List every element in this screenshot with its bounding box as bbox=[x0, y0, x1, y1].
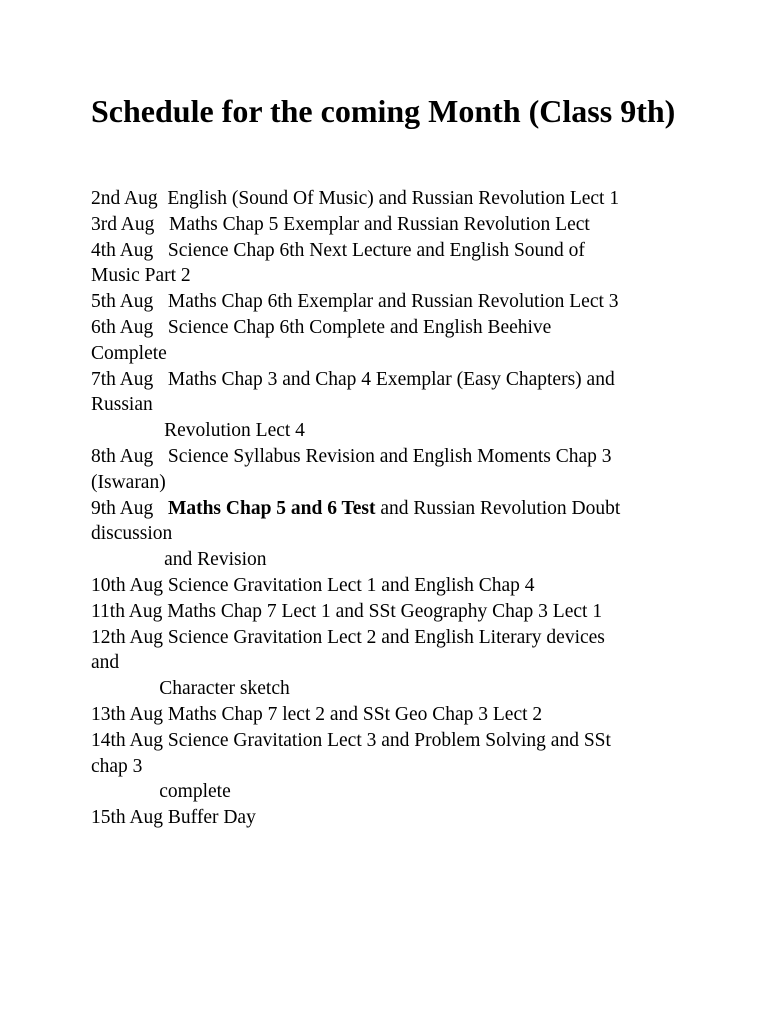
schedule-line: 10th Aug Science Gravitation Lect 1 and English Chap 4 bbox=[91, 574, 535, 596]
schedule-list bbox=[91, 186, 691, 831]
schedule-line: Complete bbox=[91, 342, 167, 364]
schedule-line: 8th Aug Science Syllabus Revision and English Moments Chap 3 bbox=[91, 445, 612, 467]
schedule-line: discussion bbox=[91, 523, 173, 545]
schedule-line: 15th Aug Buffer Day bbox=[91, 807, 256, 829]
document-page bbox=[91, 92, 691, 831]
schedule-line: and bbox=[91, 652, 120, 674]
schedule-line: (Iswaran) bbox=[91, 471, 166, 493]
schedule-line: 4th Aug Science Chap 6th Next Lecture and English Sound of bbox=[91, 239, 585, 261]
schedule-line: 13th Aug Maths Chap 7 lect 2 and SSt Geo Chap 3 Lect 2 bbox=[91, 703, 543, 725]
page-title: Schedule for the coming Month (Class 9th) bbox=[91, 93, 676, 129]
schedule-line: Character sketch bbox=[91, 678, 290, 700]
schedule-line: 3rd Aug Maths Chap 5 Exemplar and Russian Revolution Lect bbox=[91, 213, 590, 235]
schedule-line: Russian bbox=[91, 394, 153, 416]
date-prefix: 9th Aug bbox=[91, 497, 168, 519]
schedule-line: 7th Aug Maths Chap 3 and Chap 4 Exemplar (Easy Chapters) and bbox=[91, 368, 615, 390]
schedule-line: 14th Aug Science Gravitation Lect 3 and Problem Solving and SSt bbox=[91, 729, 611, 751]
line-suffix: and Russian Revolution Doubt bbox=[375, 497, 621, 519]
schedule-line: 5th Aug Maths Chap 6th Exemplar and Russian Revolution Lect 3 bbox=[91, 291, 619, 313]
schedule-line: Revolution Lect 4 bbox=[91, 420, 305, 442]
schedule-line: 12th Aug Science Gravitation Lect 2 and English Literary devices bbox=[91, 626, 605, 648]
schedule-line: complete bbox=[91, 781, 231, 803]
schedule-line: and Revision bbox=[91, 549, 267, 571]
bold-test-text: Maths Chap 5 and 6 Test bbox=[167, 497, 376, 519]
schedule-line: chap 3 bbox=[91, 755, 143, 777]
schedule-line-9aug bbox=[91, 496, 691, 522]
schedule-line: Music Part 2 bbox=[91, 265, 191, 287]
schedule-line: 11th Aug Maths Chap 7 Lect 1 and SSt Geography Chap 3 Lect 1 bbox=[91, 600, 603, 622]
schedule-line: 2nd Aug English (Sound Of Music) and Russian Revolution Lect 1 bbox=[91, 188, 620, 209]
schedule-line: 6th Aug Science Chap 6th Complete and English Beehive bbox=[91, 316, 552, 338]
